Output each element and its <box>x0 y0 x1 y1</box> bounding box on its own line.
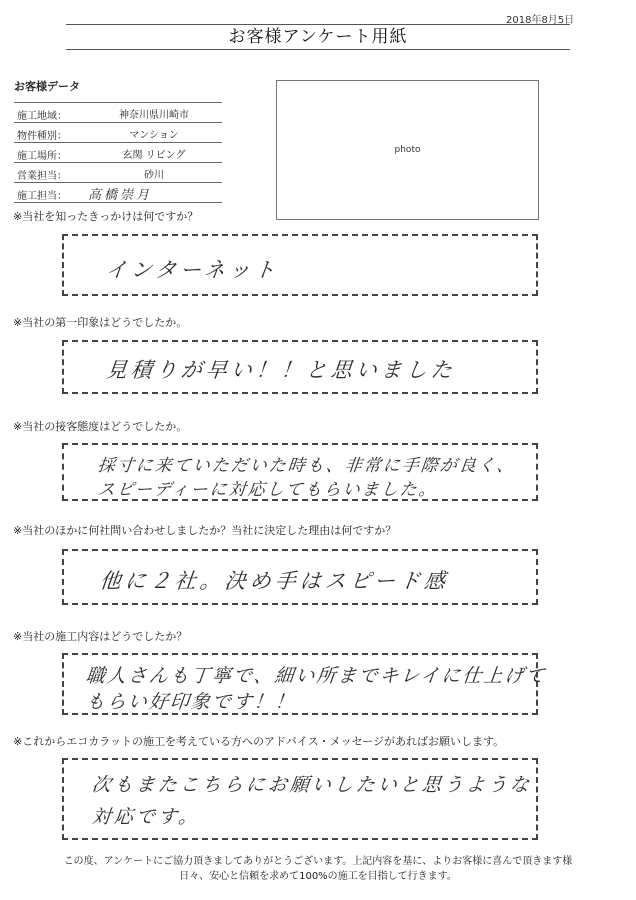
question-6: ※これからエコカラットの施工を考えている方へのアドバイス・メッセージがあればお願いします。 <box>13 735 505 748</box>
customer-row-value: 玄関 リビング <box>122 150 186 161</box>
customer-row-label: 施工担当： <box>17 191 67 202</box>
customer-row-installer <box>14 183 222 203</box>
answer-line: 見積りが早い！！と思いました <box>104 358 458 382</box>
customer-row-area <box>14 102 222 123</box>
customer-row-location <box>14 143 222 163</box>
customer-data-table <box>14 102 222 203</box>
question-5: ※当社の施工内容はどうでしたか？ <box>13 630 188 643</box>
customer-row-label: 物件種別： <box>17 131 67 142</box>
answer-box-4 <box>62 549 538 605</box>
answer-line: 次もまたこちらにお願いしたいと思うような <box>90 774 534 796</box>
answer-line: 採寸に来ていただいた時も、非常に手際が良く、 <box>96 456 517 476</box>
customer-row-value: マンション <box>129 130 179 141</box>
customer-row-value: 砂川 <box>144 170 164 181</box>
question-3: ※当社の接客態度はどうでしたか。 <box>13 420 188 433</box>
photo-placeholder <box>276 80 539 220</box>
survey-date: 2018年8月5日 <box>506 15 575 26</box>
footer-message-line-1: この度、アンケートにご協力頂きましてありがとうございます。上記内容を基に、よりお客様に喜んで頂きます様 <box>63 856 573 867</box>
answer-line: スピーディーに対応してもらいました。 <box>96 480 439 500</box>
answer-box-1 <box>62 234 538 296</box>
customer-row-label: 施工場所： <box>17 151 67 162</box>
answer-line: 他に２社。決め手はスピード感 <box>98 569 451 593</box>
answer-box-5 <box>62 653 548 715</box>
question-1: ※当社を知ったきっかけは何ですか？ <box>13 210 199 223</box>
answer-line: 対応です。 <box>90 806 202 828</box>
question-2: ※当社の第一印象はどうでしたか。 <box>13 316 188 329</box>
customer-row-handwritten-value: 高橋崇月 <box>88 188 153 203</box>
page-title: お客様アンケート用紙 <box>66 24 570 50</box>
customer-row-value: 神奈川県川崎市 <box>119 110 189 121</box>
footer-message-line-2: 日々、安心と信頼を求めて100%の施工を目指して行きます。 <box>179 871 457 882</box>
answer-line: インターネット <box>104 258 281 282</box>
answer-line: もらい好印象です！！ <box>84 691 298 713</box>
customer-row-label: 施工地域： <box>17 111 67 122</box>
answer-box-2 <box>62 340 538 394</box>
customer-data-heading: お客様データ <box>14 80 80 93</box>
answer-box-3 <box>62 443 538 501</box>
customer-row-property-type <box>14 123 222 143</box>
question-4: ※当社のほかに何社問い合わせしましたか？当社に決定した理由は何ですか？ <box>13 524 397 537</box>
customer-row-sales-rep <box>14 163 222 183</box>
answer-box-6 <box>62 758 538 840</box>
answer-line: 職人さんも丁寧で、細い所までキレイに仕上げて <box>84 665 548 687</box>
photo-label: photo <box>394 145 421 155</box>
customer-row-label: 営業担当： <box>17 171 67 182</box>
